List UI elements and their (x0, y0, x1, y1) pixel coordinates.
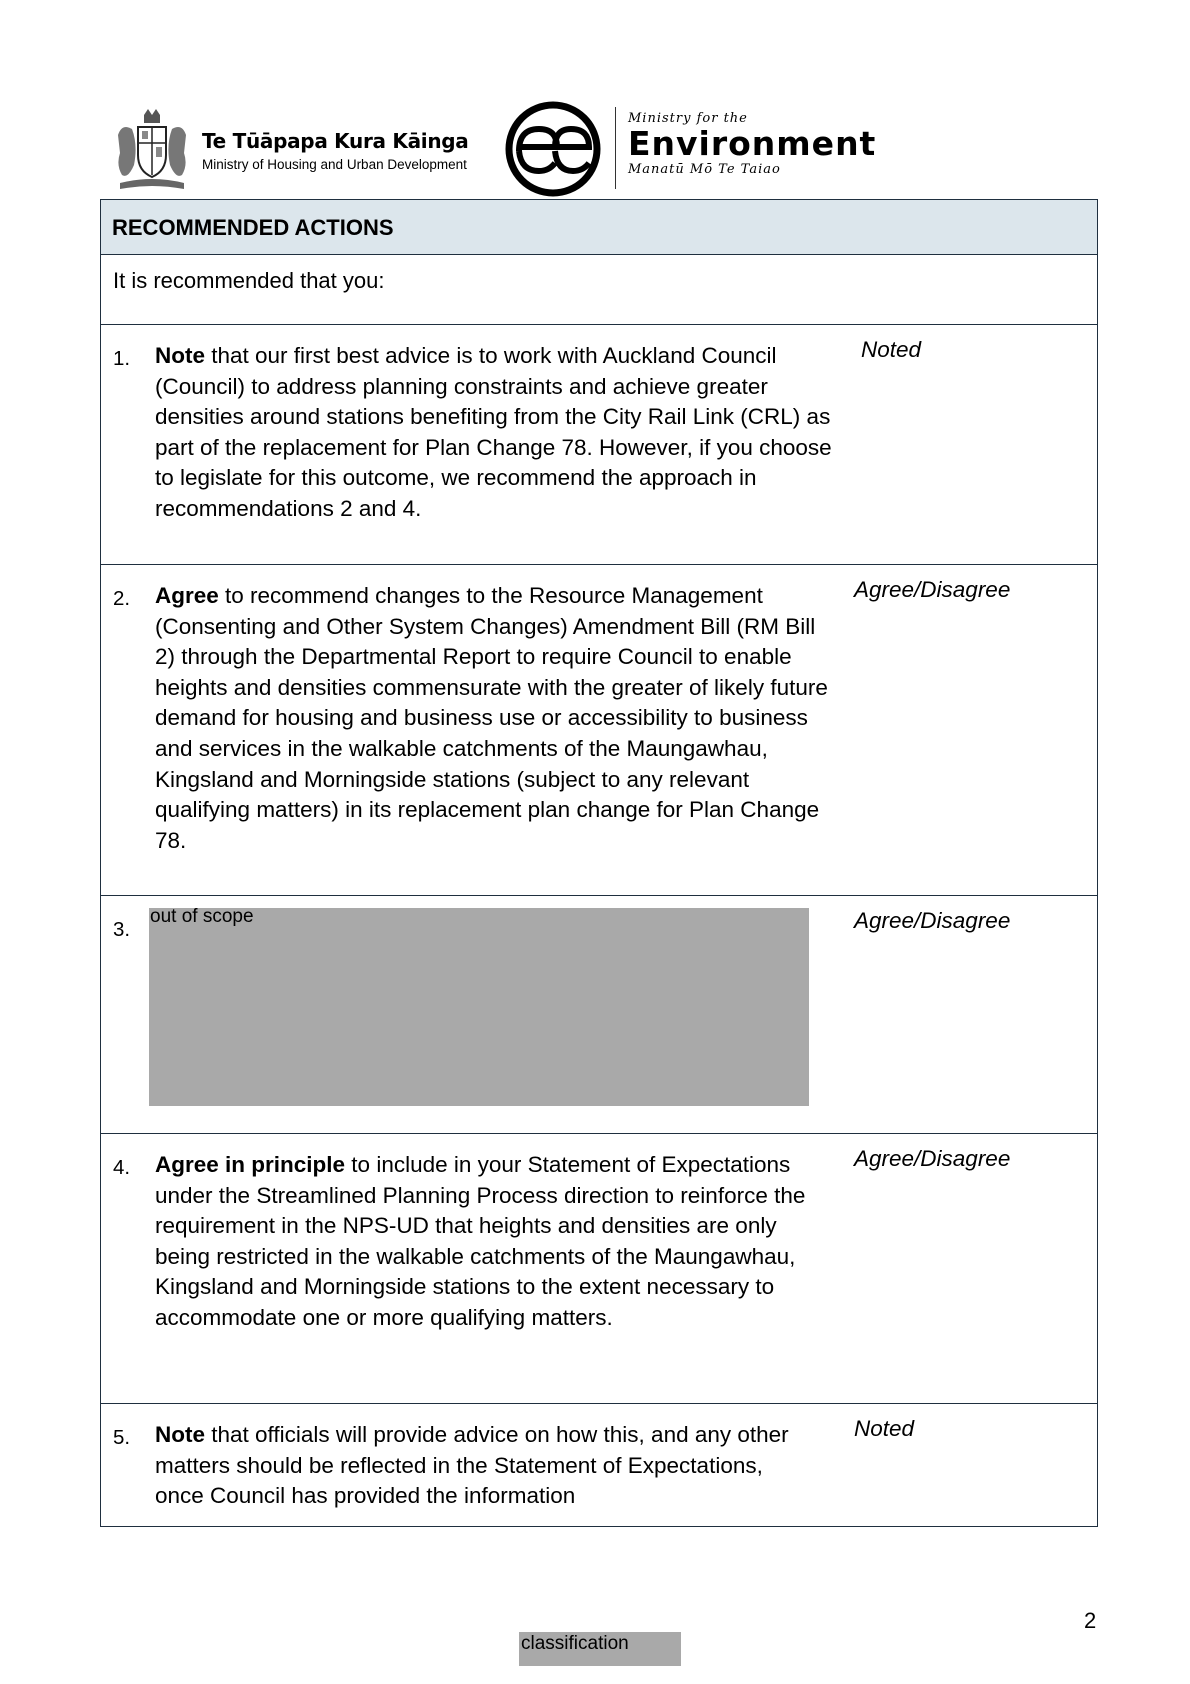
hud-wordmark (202, 129, 469, 172)
recommendation-row-4 (101, 1134, 1097, 1404)
item-bold-lead: Agree in principle (155, 1152, 346, 1177)
item-number: 2. (113, 587, 131, 610)
classification-redaction (519, 1632, 681, 1666)
table-heading: RECOMMENDED ACTIONS (112, 215, 394, 240)
item-number: 1. (113, 347, 131, 370)
item-bold-lead: Agree (155, 583, 219, 608)
item-response: Agree/Disagree (854, 1146, 1011, 1171)
item-body: that officials will provide advice on how this, and any other matters should be reflected in the Statement of Expectations, once Council has provided the information (155, 1422, 789, 1509)
item-text (155, 341, 835, 525)
item-body: to include in your Statement of Expectations under the Streamlined Planning Process direction to reinforce the requirement in the NPS-UD that heights and densities are only being restricted in the walkable catchments of the Maungawhau, Kingsland and Morningside stations to the extent necessary to accommodate one or more qualifying matters. (155, 1152, 806, 1330)
recommendation-row-5 (101, 1404, 1097, 1526)
item-body: to recommend changes to the Resource Management (Consenting and Other System Changes) Amendment Bill (RM Bill 2) through the Departmental Report to require Council to enable heights and densities commensurate with the greater of likely future demand for housing and business use or accessibility to business and services in the walkable catchments of the Maungawhau, Kingsland and Morningside stations (subject to any relevant qualifying matters) in its replacement plan change for Plan Change 78. (155, 583, 828, 853)
hud-title: Te Tūāpapa Kura Kāinga (202, 129, 469, 153)
redaction-block (149, 908, 809, 1106)
item-response: Noted (861, 337, 922, 362)
redaction-label: out of scope (150, 906, 254, 927)
item-text (155, 581, 835, 856)
logo-divider (615, 107, 616, 189)
item-bold-lead: Note (155, 1422, 205, 1447)
mfe-small-text: Ministry for the (628, 111, 748, 126)
mfe-wordmark (628, 111, 876, 177)
hud-subtitle: Ministry of Housing and Urban Development (202, 157, 467, 172)
item-number: 4. (113, 1156, 131, 1179)
table-intro-row (101, 255, 1097, 325)
classification-label: classification (521, 1633, 629, 1654)
mfe-maori-text: Manatū Mō Te Taiao (628, 162, 781, 177)
nz-coat-of-arms-icon (108, 105, 196, 193)
item-number: 5. (113, 1426, 131, 1449)
table-intro: It is recommended that you: (113, 268, 385, 293)
page-number: 2 (1084, 1608, 1097, 1633)
item-number: 3. (113, 918, 131, 941)
mfe-big-text: Environment (628, 124, 877, 163)
mfe-logo-icon (505, 101, 601, 197)
recommendation-row-2 (101, 565, 1097, 896)
item-response: Agree/Disagree (854, 908, 1011, 933)
item-response: Noted (854, 1416, 915, 1441)
item-text (155, 1150, 835, 1334)
item-text (155, 1420, 795, 1512)
item-bold-lead: Note (155, 343, 205, 368)
page-header (100, 95, 980, 205)
recommendation-row-1 (101, 325, 1097, 565)
item-body: that our first best advice is to work with Auckland Council (Council) to address planning constraints and achieve greater densities around stations benefiting from the City Rail Link (CRL) as part of the replacement for Plan Change 78. However, if you choose to legislate for this outcome, we recommend the approach in recommendations 2 and 4. (155, 343, 832, 521)
recommended-actions-table (100, 199, 1098, 1527)
item-response: Agree/Disagree (854, 577, 1011, 602)
table-heading-row (101, 200, 1097, 255)
recommendation-row-3 (101, 896, 1097, 1134)
